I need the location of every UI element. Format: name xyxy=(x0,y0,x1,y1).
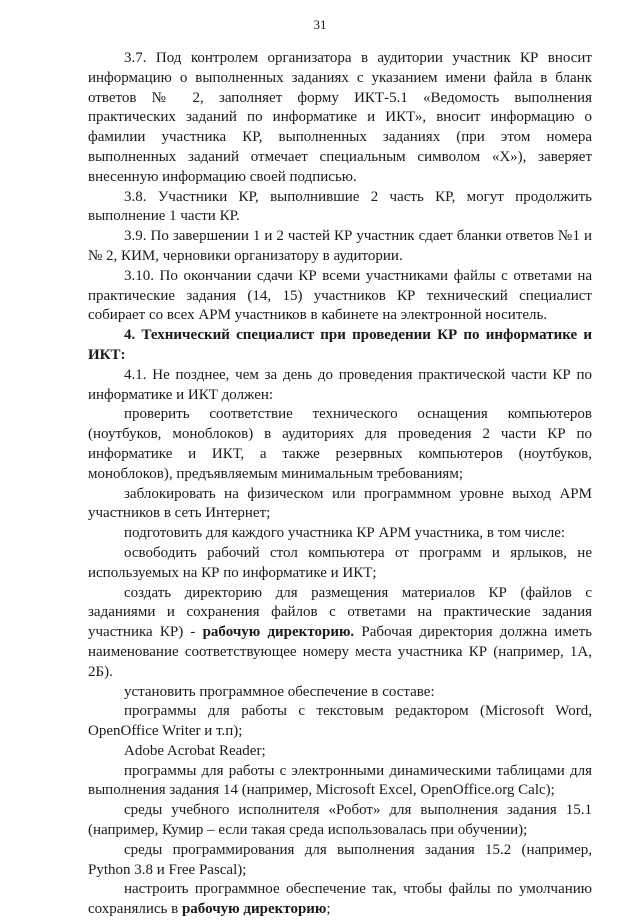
bold-text-run: 4. Технический специалист при проведении КР по информатике и ИКТ: xyxy=(88,327,592,363)
text-run: 3.10. По окончании сдачи КР всеми участниками файлы с ответами на практические задания (14, 15) участников КР технический специалист собирает со всех АРМ участников в кабинете на электронной носитель. xyxy=(88,267,592,324)
paragraph xyxy=(88,49,592,188)
text-run: 3.7. Под контролем организатора в аудитории участник КР вносит информацию о выполненных заданиях с указанием имени файла в бланк ответов № 2, заполняет форму ИКТ-5.1 «Ведомость выполнения практических заданий по информатике и ИКТ», вносит информацию о фамилии участника КР, выполненных заданиях (при этом номера выполненных заданий отмечает специальным символом «Х»), заверяет внесенную информацию своей подписью. xyxy=(88,50,592,185)
paragraph xyxy=(88,880,592,920)
text-run: 3.9. По завершении 1 и 2 частей КР участник сдает бланки ответов №1 и № 2, КИМ, черновики организатору в аудитории. xyxy=(88,228,592,264)
text-run: среды учебного исполнителя «Робот» для выполнения задания 15.1 (например, Кумир – если такая среда использовалась при обучении); xyxy=(88,802,592,839)
text-run: 3.8. Участники КР, выполнившие 2 часть КР, могут продолжить выполнение 1 части КР. xyxy=(88,188,592,225)
paragraph xyxy=(88,801,592,841)
text-run: освободить рабочий стол компьютера от программ и ярлыков, не используемых на КР по информатике и ИКТ; xyxy=(88,544,592,581)
paragraph xyxy=(88,524,592,544)
paragraph xyxy=(88,485,592,525)
text-run: Рабочая директория должна иметь наименование соответствующее номеру места участника КР (например, 1А, 2Б). xyxy=(88,624,592,680)
paragraph xyxy=(88,188,592,228)
paragraph xyxy=(88,366,592,406)
text-run: среды программирования для выполнения задания 15.2 (например, Python 3.8 и Free Pascal); xyxy=(88,841,592,878)
text-run: Adobe Acrobat Reader; xyxy=(124,742,266,759)
text-run: ; xyxy=(326,901,331,918)
paragraph xyxy=(88,762,592,802)
paragraph xyxy=(88,544,592,584)
paragraph xyxy=(88,702,592,742)
text-run: программы для работы с электронными динамическими таблицами для выполнения задания 14 (например, Microsoft Excel, OpenOffice.org Calc); xyxy=(88,762,592,799)
bold-text-run: рабочую директорию. xyxy=(202,624,355,641)
paragraph xyxy=(88,326,592,366)
text-run: подготовить для каждого участника КР АРМ участника, в том числе: xyxy=(124,525,566,542)
paragraph xyxy=(88,405,592,484)
text-run: заблокировать на физическом или программном уровне выход АРМ участников в сеть Интернет; xyxy=(88,485,592,522)
text-run: проверить соответствие технического оснащения компьютеров (ноутбуков, моноблоков) в аудиториях для проведения 2 части КР по информатике и ИКТ, а также резервных компьютеров (ноутбуков, моноблоков), предъявляемым минимальным требованиям; xyxy=(88,406,592,482)
paragraph xyxy=(88,227,592,267)
text-run: установить программное обеспечение в составе: xyxy=(124,683,435,700)
paragraph xyxy=(88,742,592,762)
paragraph xyxy=(88,841,592,881)
document-body xyxy=(88,49,592,920)
page-number: 31 xyxy=(313,17,327,32)
text-run: 4.1. Не позднее, чем за день до проведения практической части КР по информатике и ИКТ должен: xyxy=(88,366,592,403)
text-run: создать директорию для размещения материалов КР (файлов с заданиями и сохранения файлов с ответами на практические задания участника КР) - xyxy=(88,584,592,641)
bold-text-run: рабочую директорию xyxy=(181,901,327,918)
text-run: настроить программное обеспечение так, чтобы файлы по умолчанию сохранялись в xyxy=(88,881,592,918)
paragraph xyxy=(88,683,592,703)
text-run: программы для работы с текстовым редактором (Microsoft Word, OpenOffice Writer и т.п); xyxy=(88,703,592,740)
paragraph xyxy=(88,267,592,326)
paragraph xyxy=(88,584,592,683)
